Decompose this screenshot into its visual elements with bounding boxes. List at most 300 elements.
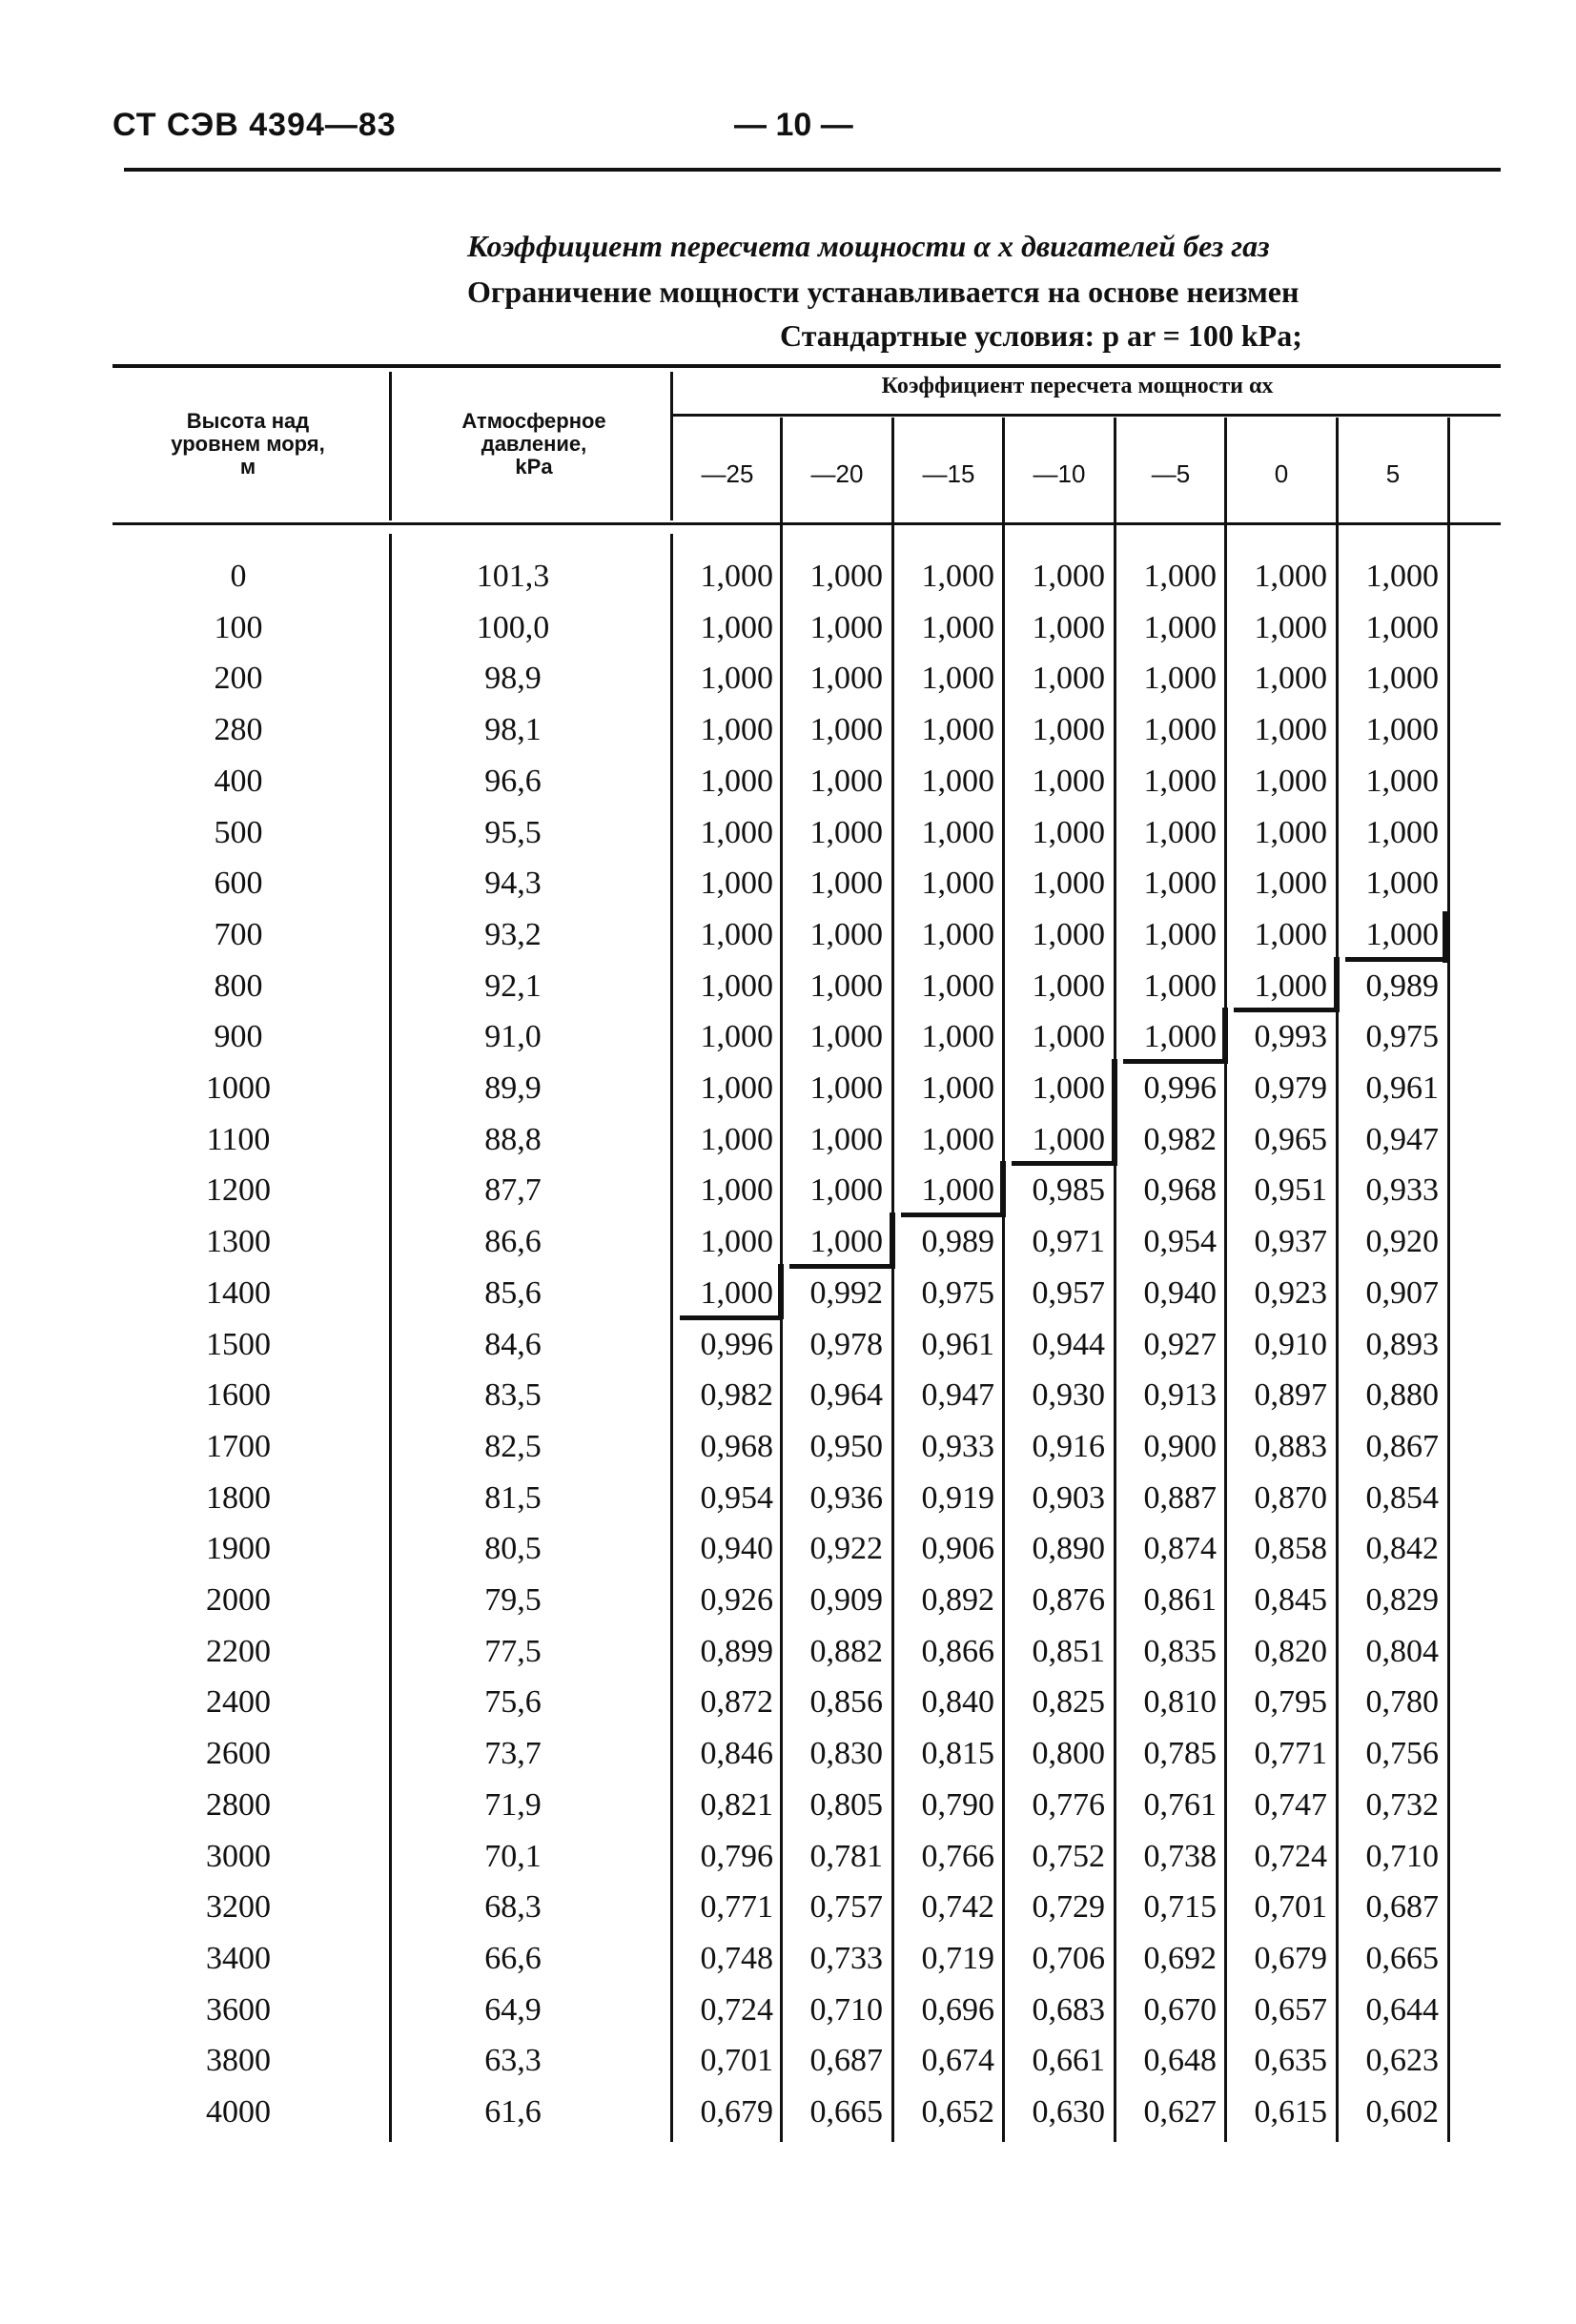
- altitude-cell: 1400: [206, 1274, 271, 1311]
- altitude-cell: 2000: [206, 1582, 271, 1618]
- coefficient-cell: 0,876: [1032, 1582, 1105, 1618]
- coefficient-cell: 1,000: [700, 1224, 773, 1260]
- coefficient-cell: 0,926: [700, 1582, 773, 1618]
- coefficient-cell: 1,000: [921, 1172, 994, 1209]
- limit-boundary-line: [1334, 957, 1340, 1013]
- coefficient-cell: 1,000: [1143, 661, 1217, 697]
- pressure-cell: 82,5: [484, 1428, 542, 1464]
- coefficient-cell: 0,910: [1254, 1326, 1327, 1362]
- coefficient-cell: 0,724: [700, 1991, 773, 2028]
- coefficient-cell: 1,000: [1143, 968, 1217, 1004]
- coefficient-cell: 1,000: [809, 916, 883, 952]
- coefficient-cell: 0,851: [1032, 1633, 1105, 1669]
- altitude-cell: 3600: [206, 1991, 271, 2028]
- title-line-1: Коэффициент пересчета мощности α x двигателей без газ: [467, 229, 1270, 263]
- table-top-rule: [113, 364, 1501, 368]
- coefficient-cell: 1,000: [1143, 814, 1217, 850]
- coefficient-cell: 1,000: [1365, 559, 1439, 594]
- coefficient-cell: 0,670: [1143, 1991, 1217, 2028]
- altitude-cell: 1200: [206, 1172, 271, 1209]
- coefficient-cell: 1,000: [1143, 609, 1217, 645]
- altitude-cell: 1500: [206, 1326, 271, 1362]
- coefficient-cell: 1,000: [1032, 1070, 1105, 1106]
- limit-boundary-line: [1443, 911, 1448, 963]
- coefficient-cell: 0,696: [921, 1991, 994, 2028]
- coefficient-cell: 0,781: [809, 1838, 883, 1874]
- pressure-cell: 80,5: [484, 1531, 542, 1567]
- title-line-2: Ограничение мощности устанавливается на основе неизмен: [467, 275, 1300, 309]
- pressure-cell: 70,1: [484, 1838, 542, 1874]
- coefficient-cell: 0,978: [809, 1326, 883, 1362]
- coefficient-cell: 1,000: [1254, 712, 1327, 748]
- altitude-cell: 600: [214, 866, 263, 902]
- altitude-cell: 4000: [206, 2094, 271, 2130]
- pressure-cell: 68,3: [484, 1889, 542, 1926]
- coefficient-cell: 0,846: [700, 1736, 773, 1772]
- coefficient-cell: 0,906: [921, 1531, 994, 1567]
- column-divider: [1002, 418, 1005, 2142]
- coefficient-cell: 1,000: [1032, 609, 1105, 645]
- coefficient-cell: 0,975: [921, 1274, 994, 1311]
- coefficient-cell: 1,000: [921, 968, 994, 1004]
- coefficient-cell: 1,000: [809, 1172, 883, 1209]
- coefficient-cell: 1,000: [809, 559, 883, 594]
- limit-boundary-line: [1112, 1059, 1117, 1166]
- coefficient-cell: 0,829: [1365, 1582, 1439, 1618]
- coefficient-cell: 1,000: [921, 559, 994, 594]
- title-line-3: Стандартные условия: p ar = 100 kPa;: [780, 318, 1302, 353]
- coefficient-cell: 1,000: [700, 609, 773, 645]
- coefficient-cell: 0,907: [1365, 1274, 1439, 1311]
- coefficient-cell: 0,996: [700, 1326, 773, 1362]
- temperature-column-header: —15: [922, 459, 975, 488]
- pressure-header-line: kPa: [515, 455, 553, 479]
- altitude-cell: 2800: [206, 1786, 271, 1823]
- coefficient-cell: 0,840: [921, 1684, 994, 1721]
- coefficient-cell: 1,000: [1032, 866, 1105, 902]
- coefficient-cell: 1,000: [809, 763, 883, 799]
- coefficient-cell: 0,771: [1254, 1736, 1327, 1772]
- altitude-cell: 800: [214, 968, 263, 1004]
- coefficient-cell: 0,947: [921, 1377, 994, 1414]
- coefficient-cell: 0,989: [921, 1224, 994, 1260]
- coefficient-cell: 1,000: [1254, 814, 1327, 850]
- pressure-cell: 93,2: [484, 916, 542, 952]
- coefficient-cell: 0,968: [1143, 1172, 1217, 1209]
- coefficient-cell: 0,880: [1365, 1377, 1439, 1414]
- coefficient-cell: 0,771: [700, 1889, 773, 1926]
- altitude-cell: 3200: [206, 1889, 271, 1926]
- limit-boundary-line: [789, 1264, 890, 1269]
- coefficient-cell: 0,993: [1254, 1019, 1327, 1055]
- coefficient-cell: 1,000: [1365, 916, 1439, 952]
- coefficient-cell: 0,738: [1143, 1838, 1217, 1874]
- coefficient-cell: 0,710: [809, 1991, 883, 2028]
- coefficient-cell: 1,000: [700, 1019, 773, 1055]
- coefficient-cell: 1,000: [1365, 763, 1439, 799]
- coefficient-cell: 1,000: [809, 1121, 883, 1157]
- pressure-cell: 89,9: [484, 1070, 542, 1106]
- pressure-column-header: [410, 410, 658, 479]
- coefficient-cell: 0,845: [1254, 1582, 1327, 1618]
- coefficient-cell: 0,920: [1365, 1224, 1439, 1260]
- pressure-cell: 86,6: [484, 1224, 542, 1260]
- temperature-column-header: —5: [1151, 459, 1191, 488]
- page-number: — 10 —: [734, 107, 853, 143]
- coefficient-cell: 1,000: [1032, 1121, 1105, 1157]
- coefficient-cell: 0,922: [809, 1531, 883, 1567]
- pressure-cell: 91,0: [484, 1019, 542, 1055]
- coefficient-cell: 0,842: [1365, 1531, 1439, 1567]
- coefficient-cell: 0,679: [700, 2094, 773, 2130]
- pressure-cell: 92,1: [484, 968, 542, 1004]
- coefficient-cell: 0,752: [1032, 1838, 1105, 1874]
- pressure-cell: 79,5: [484, 1582, 542, 1618]
- altitude-cell: 280: [214, 712, 263, 748]
- altitude-cell: 700: [214, 916, 263, 952]
- pressure-cell: 96,6: [484, 763, 542, 799]
- pressure-cell: 83,5: [484, 1377, 542, 1414]
- coefficient-cell: 0,635: [1254, 2043, 1327, 2079]
- coefficient-cell: 0,930: [1032, 1377, 1105, 1414]
- temperature-column-header: —20: [810, 459, 864, 488]
- coefficient-cell: 1,000: [1032, 712, 1105, 748]
- coefficient-cell: 0,710: [1365, 1838, 1439, 1874]
- pressure-cell: 77,5: [484, 1633, 542, 1669]
- column-divider: [1114, 418, 1116, 2142]
- temperature-column-header: 5: [1385, 459, 1401, 488]
- coefficient-cell: 0,742: [921, 1889, 994, 1926]
- limit-boundary-line: [1000, 1161, 1006, 1217]
- altitude-cell: 900: [214, 1019, 263, 1055]
- coefficient-cell: 0,947: [1365, 1121, 1439, 1157]
- pressure-cell: 61,6: [484, 2094, 542, 2130]
- coefficient-cell: 0,648: [1143, 2043, 1217, 2079]
- coefficient-cell: 0,687: [1365, 1889, 1439, 1926]
- coefficient-cell: 0,937: [1254, 1224, 1327, 1260]
- altitude-cell: 1600: [206, 1377, 271, 1414]
- coefficient-cell: 1,000: [921, 1070, 994, 1106]
- coefficient-cell: 1,000: [809, 1019, 883, 1055]
- header-bottom-rule: [113, 522, 1501, 525]
- coefficient-cell: 1,000: [1032, 559, 1105, 594]
- pressure-cell: 100,0: [476, 609, 550, 645]
- altitude-cell: 1000: [206, 1070, 271, 1106]
- altitude-cell: 200: [214, 661, 263, 697]
- altitude-cell: 3400: [206, 1940, 271, 1976]
- coefficient-cell: 0,909: [809, 1582, 883, 1618]
- coefficient-cell: 0,897: [1254, 1377, 1327, 1414]
- coefficient-cell: 1,000: [1143, 916, 1217, 952]
- coefficient-cell: 0,657: [1254, 1991, 1327, 2028]
- coefficient-cell: 0,985: [1032, 1172, 1105, 1209]
- limit-boundary-line: [901, 1213, 1002, 1217]
- coefficient-cell: 0,674: [921, 2043, 994, 2079]
- pressure-cell: 87,7: [484, 1172, 542, 1209]
- coefficient-cell: 1,000: [809, 1224, 883, 1260]
- coefficient-cell: 0,661: [1032, 2043, 1105, 2079]
- coefficient-cell: 0,805: [809, 1786, 883, 1823]
- coefficient-cell: 0,766: [921, 1838, 994, 1874]
- coefficient-cell: 1,000: [1365, 814, 1439, 850]
- coefficient-cell: 0,861: [1143, 1582, 1217, 1618]
- column-divider: [1336, 418, 1339, 2142]
- coefficient-cell: 0,715: [1143, 1889, 1217, 1926]
- coefficient-cell: 0,644: [1365, 1991, 1439, 2028]
- limit-boundary-line: [1345, 957, 1446, 962]
- coefficient-cell: 1,000: [700, 559, 773, 594]
- coefficient-cell: 0,951: [1254, 1172, 1327, 1209]
- coefficient-cell: 0,936: [809, 1479, 883, 1516]
- limit-boundary-line: [890, 1213, 895, 1269]
- coefficient-cell: 0,602: [1365, 2094, 1439, 2130]
- coefficient-cell: 0,971: [1032, 1224, 1105, 1260]
- coefficient-cell: 0,854: [1365, 1479, 1439, 1516]
- altitude-header-line: Высота над: [186, 409, 310, 433]
- pressure-cell: 84,6: [484, 1326, 542, 1362]
- pressure-header-line: Атмосферное: [461, 409, 606, 433]
- coefficient-cell: 0,927: [1143, 1326, 1217, 1362]
- altitude-cell: 1900: [206, 1531, 271, 1567]
- coefficient-cell: 0,820: [1254, 1633, 1327, 1669]
- coefficient-cell: 0,757: [809, 1889, 883, 1926]
- coefficient-cell: 1,000: [1365, 712, 1439, 748]
- coefficient-cell: 1,000: [921, 1121, 994, 1157]
- coefficient-cell: 0,892: [921, 1582, 994, 1618]
- coefficient-cell: 0,756: [1365, 1736, 1439, 1772]
- column-divider: [389, 534, 392, 2142]
- coefficient-cell: 0,665: [1365, 1940, 1439, 1976]
- coefficient-cell: 1,000: [921, 866, 994, 902]
- altitude-cell: 1800: [206, 1479, 271, 1516]
- coefficient-cell: 0,652: [921, 2094, 994, 2130]
- coefficient-cell: 0,982: [1143, 1121, 1217, 1157]
- coefficient-cell: 0,979: [1254, 1070, 1327, 1106]
- coefficient-cell: 0,795: [1254, 1684, 1327, 1721]
- coefficient-cell: 0,825: [1032, 1684, 1105, 1721]
- coefficient-cell: 0,732: [1365, 1786, 1439, 1823]
- coefficient-cell: 0,940: [1143, 1274, 1217, 1311]
- altitude-cell: 1700: [206, 1428, 271, 1464]
- coefficient-cell: 0,872: [700, 1684, 773, 1721]
- coefficient-cell: 0,790: [921, 1786, 994, 1823]
- pressure-cell: 75,6: [484, 1684, 542, 1721]
- coefficient-cell: 1,000: [700, 712, 773, 748]
- coefficient-cell: 0,623: [1365, 2043, 1439, 2079]
- pressure-cell: 85,6: [484, 1274, 542, 1311]
- pressure-cell: 94,3: [484, 866, 542, 902]
- temperature-column-header: —25: [701, 459, 754, 488]
- coefficient-cell: 1,000: [1254, 609, 1327, 645]
- altitude-cell: 1300: [206, 1224, 271, 1260]
- coefficient-cell: 0,867: [1365, 1428, 1439, 1464]
- coefficient-cell: 0,893: [1365, 1326, 1439, 1362]
- coefficient-cell: 0,830: [809, 1736, 883, 1772]
- coefficient-cell: 1,000: [1254, 968, 1327, 1004]
- coefficient-cell: 0,724: [1254, 1838, 1327, 1874]
- coefficient-cell: 1,000: [1032, 916, 1105, 952]
- coefficient-cell: 0,954: [700, 1479, 773, 1516]
- coefficient-cell: 0,965: [1254, 1121, 1327, 1157]
- limit-boundary-line: [1123, 1059, 1224, 1064]
- temperature-column-header: —10: [1033, 459, 1086, 488]
- coefficient-cell: 0,748: [700, 1940, 773, 1976]
- coefficient-header: Коэффициент пересчета мощности αx: [881, 374, 1274, 398]
- coefficient-cell: 0,950: [809, 1428, 883, 1464]
- coefficient-cell: 0,870: [1254, 1479, 1327, 1516]
- coefficient-cell: 0,913: [1143, 1377, 1217, 1414]
- pressure-cell: 101,3: [476, 559, 550, 594]
- coefficient-cell: 0,903: [1032, 1479, 1105, 1516]
- limit-boundary-line: [778, 1264, 784, 1320]
- coefficient-cell: 0,890: [1032, 1531, 1105, 1567]
- coefficient-cell: 1,000: [1365, 866, 1439, 902]
- coefficient-cell: 0,900: [1143, 1428, 1217, 1464]
- coefficient-cell: 0,687: [809, 2043, 883, 2079]
- coefficient-cell: 0,701: [700, 2043, 773, 2079]
- coefficient-cell: 1,000: [700, 763, 773, 799]
- coefficient-cell: 0,747: [1254, 1786, 1327, 1823]
- column-divider: [670, 534, 673, 2142]
- coefficient-cell: 0,815: [921, 1736, 994, 1772]
- coefficient-cell: 0,780: [1365, 1684, 1439, 1721]
- coefficient-cell: 0,933: [1365, 1172, 1439, 1209]
- temperature-column-header: 0: [1274, 459, 1289, 488]
- altitude-cell: 400: [214, 763, 263, 799]
- altitude-cell: 2400: [206, 1684, 271, 1721]
- coefficient-cell: 0,761: [1143, 1786, 1217, 1823]
- coefficient-cell: 1,000: [921, 712, 994, 748]
- coefficient-cell: 0,665: [809, 2094, 883, 2130]
- coefficient-cell: 1,000: [921, 661, 994, 697]
- coefficient-cell: 0,692: [1143, 1940, 1217, 1976]
- pressure-cell: 95,5: [484, 814, 542, 850]
- coefficient-cell: 0,992: [809, 1274, 883, 1311]
- coefficient-cell: 1,000: [921, 763, 994, 799]
- coefficient-cell: 0,964: [809, 1377, 883, 1414]
- altitude-cell: 2600: [206, 1736, 271, 1772]
- coefficient-cell: 0,882: [809, 1633, 883, 1669]
- coefficient-cell: 0,733: [809, 1940, 883, 1976]
- coefficient-cell: 1,000: [700, 1070, 773, 1106]
- coefficient-cell: 0,706: [1032, 1940, 1105, 1976]
- coefficient-cell: 0,996: [1143, 1070, 1217, 1106]
- coefficient-cell: 1,000: [809, 1070, 883, 1106]
- pressure-cell: 73,7: [484, 1736, 542, 1772]
- coefficient-cell: 1,000: [700, 1172, 773, 1209]
- coefficient-cell: 0,933: [921, 1428, 994, 1464]
- coefficient-cell: 1,000: [1143, 866, 1217, 902]
- coefficient-cell: 0,804: [1365, 1633, 1439, 1669]
- coefficient-cell: 0,683: [1032, 1991, 1105, 2028]
- coef-header-rule: [672, 414, 1501, 417]
- coefficient-cell: 0,961: [921, 1326, 994, 1362]
- coefficient-cell: 0,916: [1032, 1428, 1105, 1464]
- pressure-cell: 66,6: [484, 1940, 542, 1976]
- coefficient-cell: 0,679: [1254, 1940, 1327, 1976]
- altitude-column-header: [124, 410, 372, 479]
- coefficient-cell: 0,968: [700, 1428, 773, 1464]
- column-divider: [1224, 418, 1227, 2142]
- coefficient-cell: 0,785: [1143, 1736, 1217, 1772]
- altitude-header-line: уровнем моря,: [171, 432, 325, 456]
- coefficient-cell: 0,961: [1365, 1070, 1439, 1106]
- altitude-header-line: м: [239, 455, 256, 479]
- coefficient-cell: 1,000: [1032, 814, 1105, 850]
- coefficient-cell: 1,000: [1143, 1019, 1217, 1055]
- coefficient-cell: 0,940: [700, 1531, 773, 1567]
- pressure-cell: 98,9: [484, 661, 542, 697]
- pressure-cell: 81,5: [484, 1479, 542, 1516]
- coefficient-cell: 1,000: [921, 916, 994, 952]
- coefficient-cell: 0,975: [1365, 1019, 1439, 1055]
- altitude-cell: 3000: [206, 1838, 271, 1874]
- coefficient-cell: 0,919: [921, 1479, 994, 1516]
- coefficient-cell: 0,856: [809, 1684, 883, 1721]
- coefficient-cell: 0,957: [1032, 1274, 1105, 1311]
- coefficient-cell: 1,000: [700, 916, 773, 952]
- coefficient-cell: 1,000: [1254, 763, 1327, 799]
- coefficient-cell: 0,800: [1032, 1736, 1105, 1772]
- pressure-cell: 88,8: [484, 1121, 542, 1157]
- coefficient-cell: 1,000: [700, 866, 773, 902]
- limit-boundary-line: [1222, 1008, 1228, 1064]
- pressure-header-line: давление,: [481, 432, 587, 456]
- coefficient-cell: 0,835: [1143, 1633, 1217, 1669]
- coefficient-cell: 1,000: [1143, 712, 1217, 748]
- coefficient-cell: 1,000: [1032, 661, 1105, 697]
- altitude-cell: 1100: [206, 1121, 271, 1157]
- pressure-cell: 63,3: [484, 2043, 542, 2079]
- coefficient-cell: 0,858: [1254, 1531, 1327, 1567]
- coefficient-cell: 1,000: [1254, 559, 1327, 594]
- limit-boundary-line: [680, 1315, 781, 1320]
- pressure-cell: 64,9: [484, 1991, 542, 2028]
- coefficient-cell: 1,000: [1032, 763, 1105, 799]
- coefficient-cell: 1,000: [1143, 763, 1217, 799]
- coefficient-cell: 0,874: [1143, 1531, 1217, 1567]
- limit-boundary-line: [1234, 1008, 1335, 1012]
- coefficient-cell: 1,000: [809, 814, 883, 850]
- coefficient-cell: 0,866: [921, 1633, 994, 1669]
- altitude-cell: 2200: [206, 1633, 271, 1669]
- altitude-cell: 100: [214, 609, 263, 645]
- coefficient-cell: 0,776: [1032, 1786, 1105, 1823]
- coefficient-cell: 1,000: [1365, 661, 1439, 697]
- coefficient-cell: 1,000: [700, 1121, 773, 1157]
- altitude-cell: 500: [214, 814, 263, 850]
- coefficient-cell: 0,899: [700, 1633, 773, 1669]
- coefficient-cell: 1,000: [809, 866, 883, 902]
- coefficient-cell: 1,000: [1143, 559, 1217, 594]
- standard-code: СТ СЭВ 4394—83: [113, 107, 397, 143]
- coefficient-cell: 0,989: [1365, 968, 1439, 1004]
- coefficient-cell: 1,000: [809, 609, 883, 645]
- coefficient-cell: 0,982: [700, 1377, 773, 1414]
- coefficient-cell: 1,000: [1254, 866, 1327, 902]
- pressure-cell: 98,1: [484, 712, 542, 748]
- coefficient-cell: 1,000: [921, 814, 994, 850]
- coefficient-cell: 1,000: [921, 609, 994, 645]
- coefficient-cell: 1,000: [1032, 968, 1105, 1004]
- coefficient-cell: 1,000: [1254, 661, 1327, 697]
- limit-boundary-line: [1012, 1161, 1113, 1166]
- coefficient-cell: 0,954: [1143, 1224, 1217, 1260]
- coefficient-cell: 1,000: [1032, 1019, 1105, 1055]
- coefficient-cell: 0,615: [1254, 2094, 1327, 2130]
- coefficient-cell: 0,701: [1254, 1889, 1327, 1926]
- coefficient-cell: 1,000: [700, 968, 773, 1004]
